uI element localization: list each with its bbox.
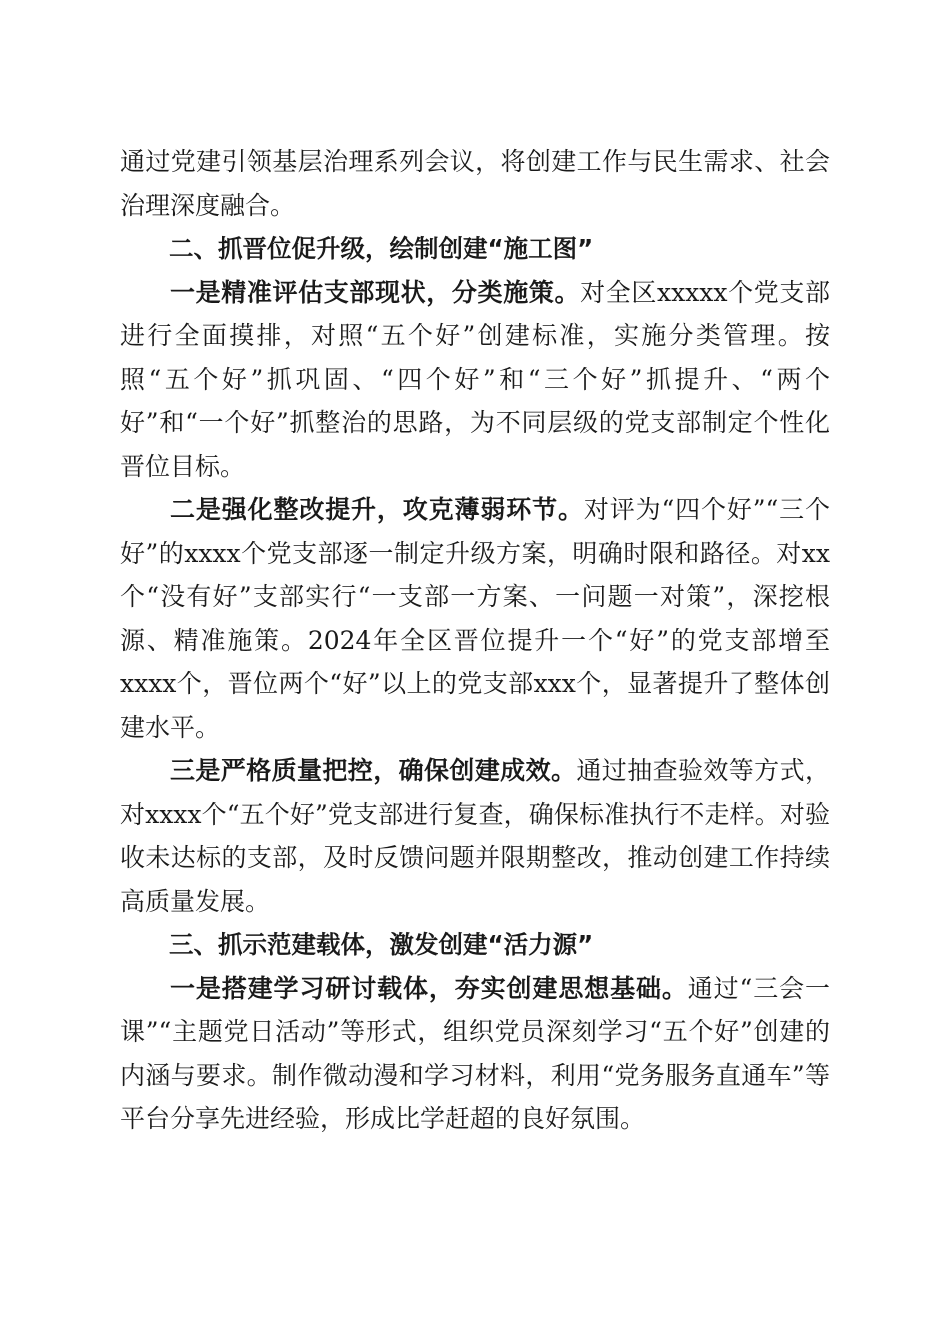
section-2-paragraph-1-lead: 一是精准评估支部现状，分类施策。 (170, 277, 581, 307)
section-3-paragraph-1-lead: 一是搭建学习研讨载体，夯实创建思想基础。 (170, 973, 688, 1003)
section-2-paragraph-3-lead: 三是严格质量把控，确保创建成效。 (170, 756, 577, 785)
section-2-paragraph-1-body: 对全区xxxxx个党支部进行全面摸排，对照“五个好”创建标准，实施分类管理。按照“五个好”抓巩固、“四个好”和“三个好”抓提升、“两个好”和“一个好”抓整治的思路，为不同层级的党支部制定个性化晋位目标。 (120, 277, 830, 481)
intro-continuation-text: 通过党建引领基层治理系列会议，将创建工作与民生需求、社会治理深度融合。 (120, 147, 830, 220)
section-2-paragraph-3-body: 通过抽查验效等方式，对xxxx个“五个好”党支部进行复查，确保标准执行不走样。对验收未达标的支部，及时反馈问题并限期整改，推动创建工作持续高质量发展。 (120, 756, 830, 916)
section-2-paragraph-1 (120, 271, 830, 489)
document-page (120, 140, 830, 1141)
intro-continuation-paragraph (120, 140, 830, 227)
section-3-paragraph-1 (120, 967, 830, 1141)
section-2-paragraph-3 (120, 749, 830, 923)
section-2-paragraph-2 (120, 488, 830, 749)
section-2-heading: 二、抓晋位促升级，绘制创建“施工图” (169, 234, 594, 263)
section-2-paragraph-2-lead: 二是强化整改提升，攻克薄弱环节。 (170, 495, 584, 524)
section-2-paragraph-2-body: 对评为“四个好”“三个好”的xxxx个党支部逐一制定升级方案，明确时限和路径。对xx个“没有好”支部实行“一支部一方案、一问题一对策”，深挖根源、精准施策。2024年全区晋位提升一个“好”的党支部增至xxxx个，晋位两个“好”以上的党支部xxx个，显著提升了整体创建水平。 (120, 495, 830, 742)
section-3-paragraph-1-body: 通过“三会一课”“主题党日活动”等形式，组织党员深刻学习“五个好”创建的内涵与要求。制作微动漫和学习材料，利用“党务服务直通车”等平台分享先进经验，形成比学赶超的良好氛围。 (120, 973, 830, 1133)
section-3-heading: 三、抓示范建载体，激发创建“活力源” (169, 930, 594, 959)
